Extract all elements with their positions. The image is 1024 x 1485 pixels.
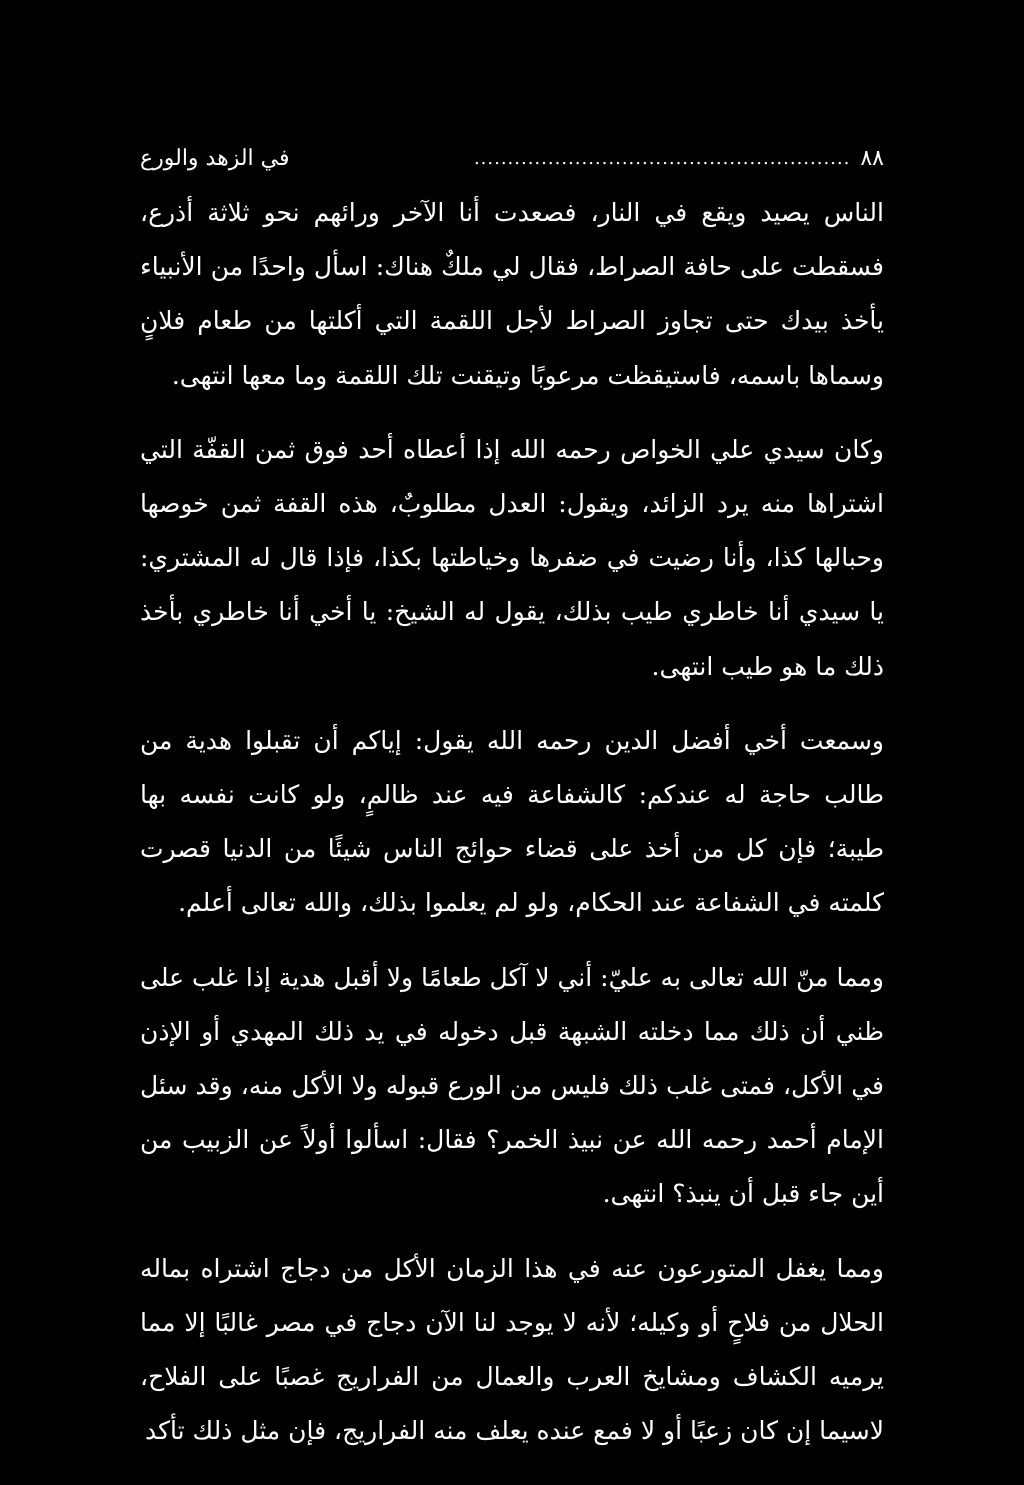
page-number: ٨٨ — [860, 145, 884, 171]
running-title: في الزهد والورع — [140, 145, 290, 171]
paragraph: ومما يغفل المتورعون عنه في هذا الزمان الأكل من دجاج اشتراه بماله الحلال من فلاحٍ أو وكيله؛ لأنه لا يوجد لنا الآن دجاج في مصر غالبًا إلا مما يرميه الكشاف ومشايخ العرب والعمال من الفراريج غصبًا على الفلاح، لاسيما إن كان زعبًا أو لا فمع عنده يعلف منه الفراريج، فإن مثل ذلك تأكد — [140, 1253, 884, 1446]
page-header — [140, 138, 884, 178]
paragraph: ومما منّ الله تعالى به عليّ: أني لا آكل طعامًا ولا أقبل هدية إذا غلب على ظني أن ذلك مما دخلته الشبهة قبل دخوله في يد ذلك المهدي أو الإذن في الأكل، فمتى غلب ذلك فليس من الورع قبوله ولا الأكل منه، وقد سئل الإمام أحمد رحمه الله عن نبيذ الخمر؟ فقال: اسألوا أولاً عن الزبيب من أين جاء قبل أن ينبذ؟ انتهى. — [140, 962, 884, 1209]
paragraph: وسمعت أخي أفضل الدين رحمه الله يقول: إياكم أن تقبلوا هدية من طالب حاجة له عندكم: كالشفاعة فيه عند ظالمٍ، ولو كانت نفسه بها طيبة؛ فإن كل من أخذ على قضاء حوائج الناس شيئًا من الدنيا قصرت كلمته في الشفاعة عند الحكام، ولو لم يعلموا بذلك، والله تعالى أعلم. — [140, 725, 884, 918]
paragraph: وكان سيدي علي الخواص رحمه الله إذا أعطاه أحد فوق ثمن القفّة التي اشتراها منه يرد الزائد، ويقول: العدل مطلوبٌ، هذه القفة ثمن خوصها وحبالها كذا، وأنا رضيت في ضفرها وخياطتها بكذا، فإذا قال له المشتري: يا سيدي أنا خاطري طيب بذلك، يقول له الشيخ: يا أخي أنا خاطري بأخذ ذلك ما هو طيب انتهى. — [140, 434, 884, 681]
paragraph: الناس يصيد ويقع في النار، فصعدت أنا الآخر ورائهم نحو ثلاثة أذرع، فسقطت على حافة الصراط، فقال لي ملكٌ هناك: اسأل واحدًا من الأنبياء يأخذ بيدك حتى تجاوز الصراط لأجل اللقمة التي أكلتها من طعام فلانٍ وسماها باسمه، فاستيقظت مرعوبًا وتيقنت تلك اللقمة وما معها انتهى. — [140, 198, 884, 390]
header-leader-dots: ........................................................ — [473, 147, 851, 169]
body-text — [140, 186, 884, 1458]
